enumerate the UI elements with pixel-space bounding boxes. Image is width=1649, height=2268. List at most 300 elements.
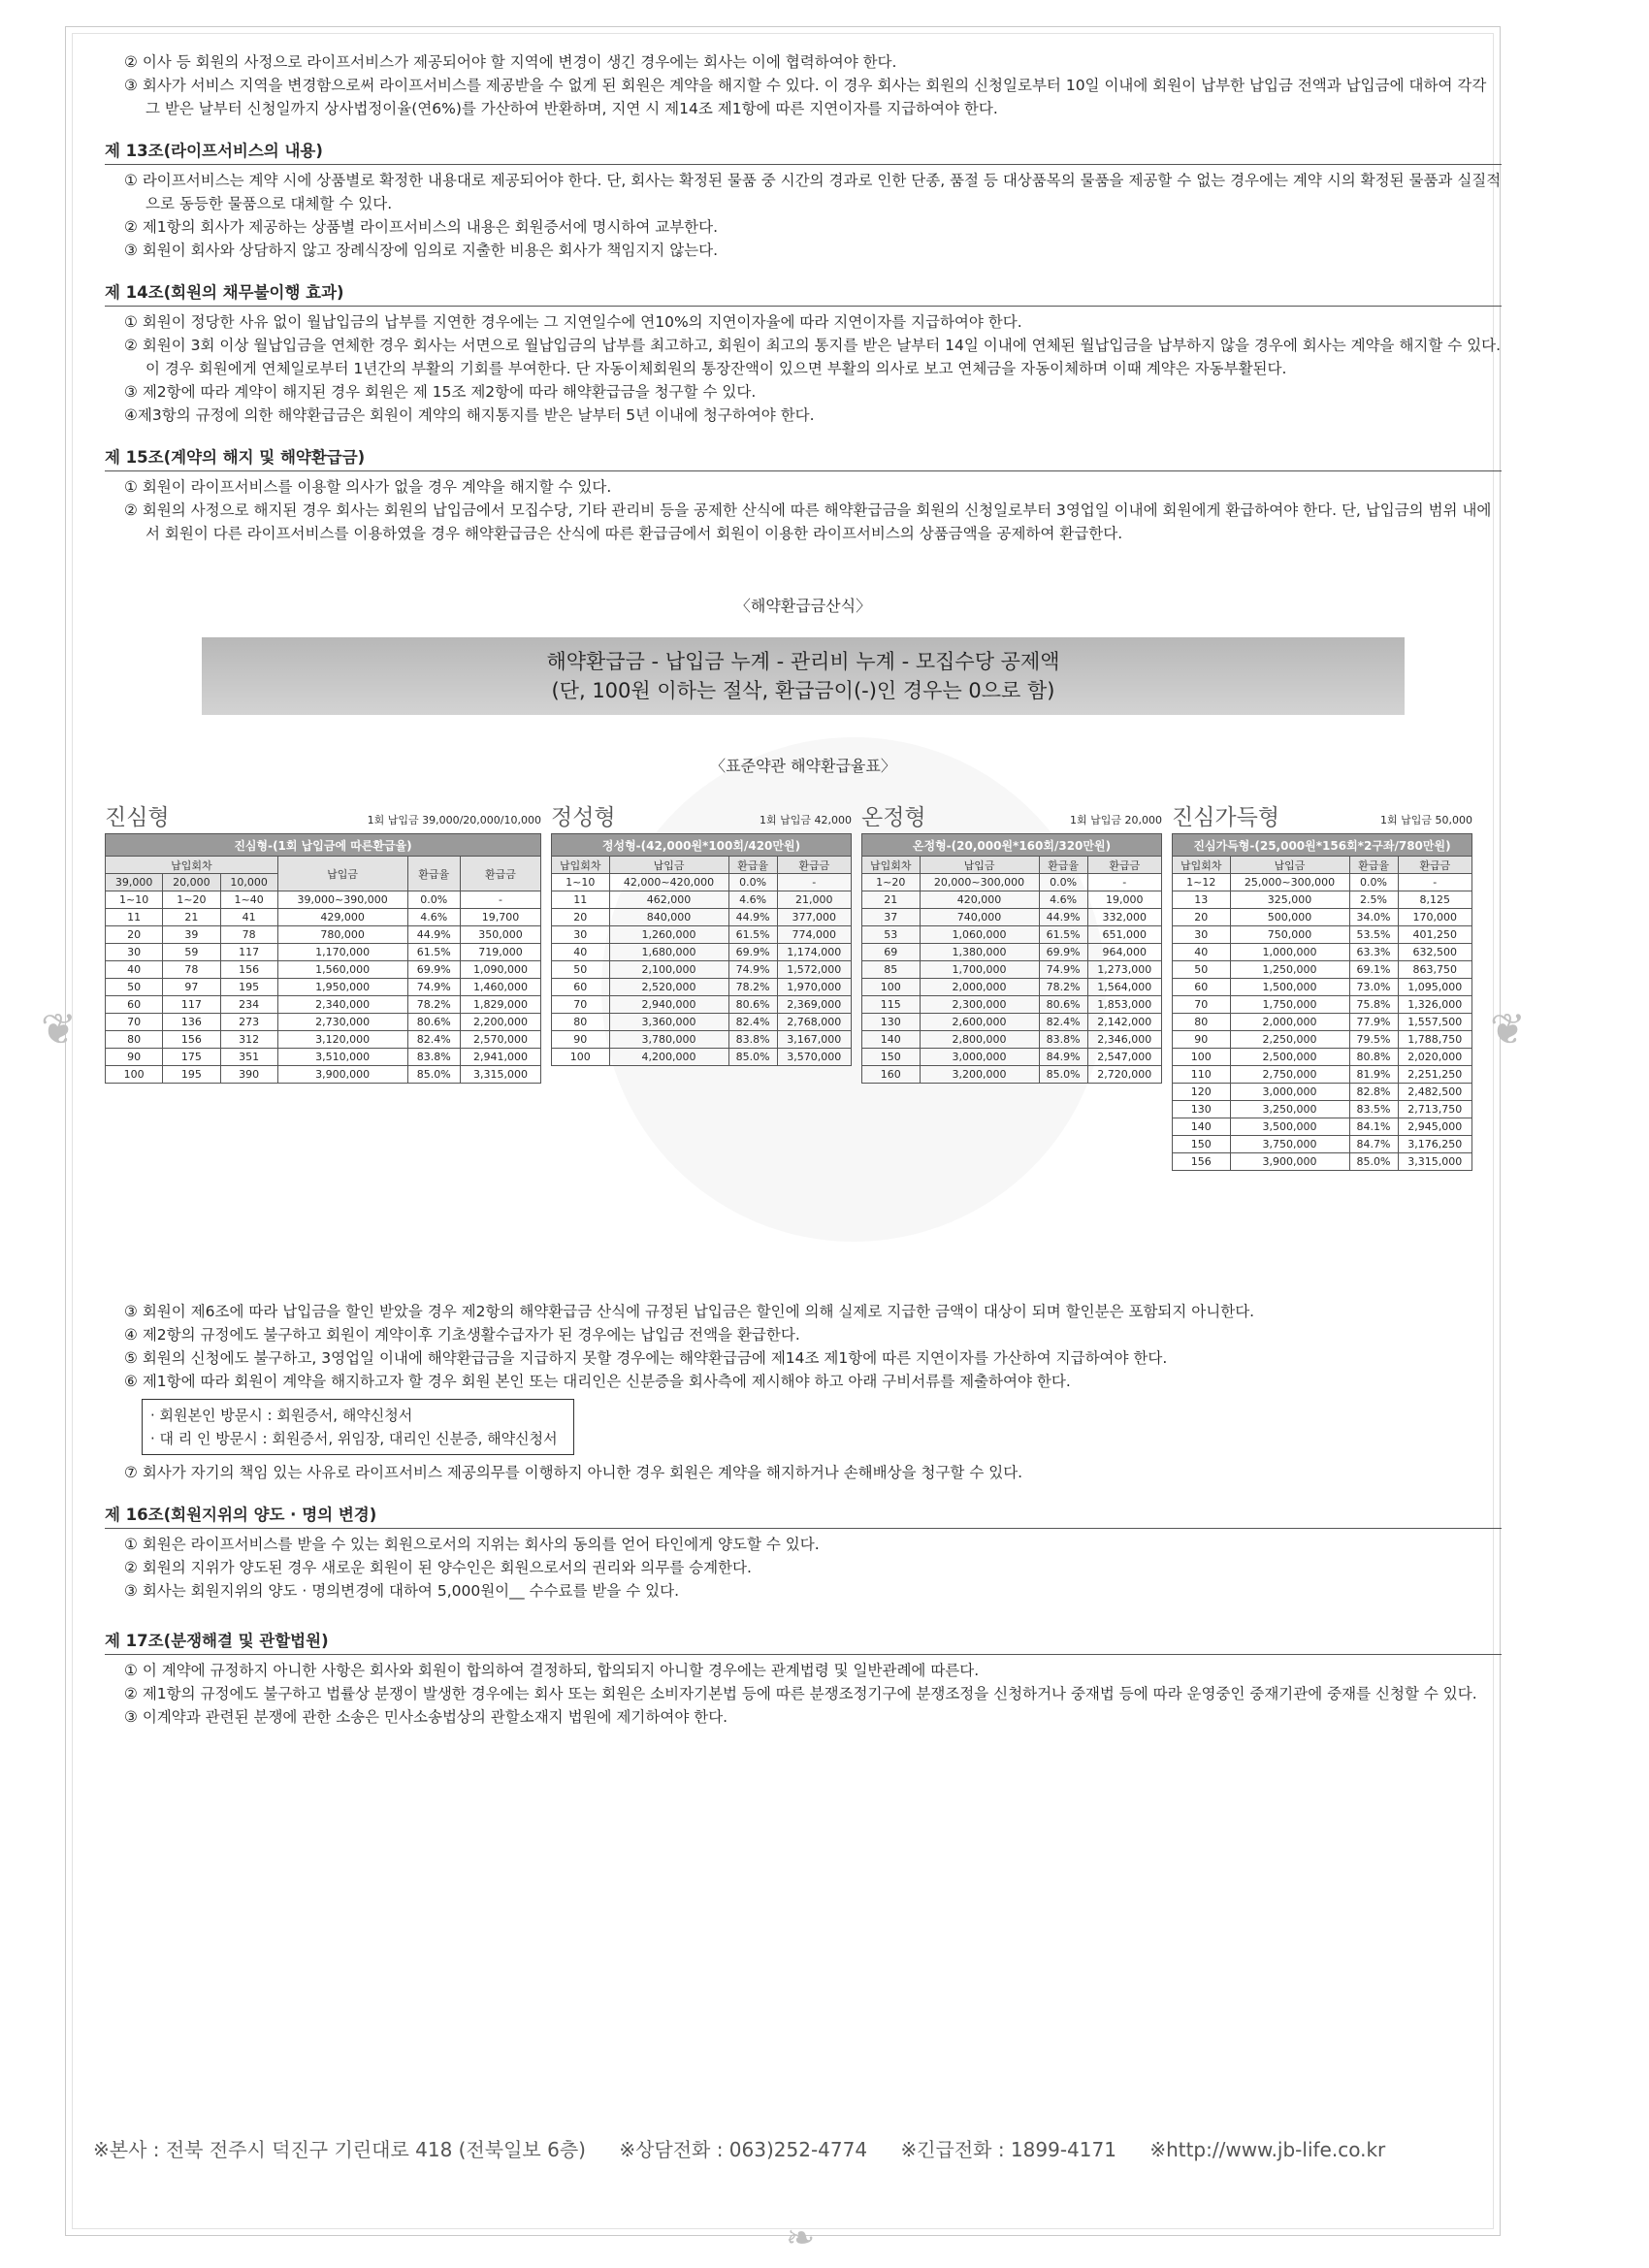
column-header: 납입회차 (1173, 857, 1231, 874)
table-cell: 40 (1173, 944, 1231, 961)
table-cell: 1,174,000 (777, 944, 851, 961)
table-cell: 3,360,000 (609, 1014, 728, 1031)
document-body (105, 50, 1502, 1729)
table-cell: 80.6% (407, 1014, 460, 1031)
table-row (106, 891, 541, 909)
table-cell: 20 (552, 909, 610, 926)
table-cell: 82.4% (407, 1031, 460, 1049)
paragraph: ① 회원이 정당한 사유 없이 월납입금의 납부를 지연한 경우에는 그 지연일수에 연10%의 지연이자율에 따라 지연이자를 지급하여야 한다. (124, 313, 1022, 331)
table-cell: 80 (1173, 1014, 1231, 1031)
table-cell: 70 (106, 1014, 163, 1031)
table-cell: 2,941,000 (460, 1049, 540, 1066)
table-cell: 80.8% (1349, 1049, 1398, 1066)
article-13-body (114, 169, 1502, 262)
table-cell: 83.8% (1039, 1031, 1087, 1049)
table-cell: 60 (552, 979, 610, 996)
table-cell: 3,000,000 (920, 1049, 1039, 1066)
table-row (862, 944, 1162, 961)
table-cell: 1,750,000 (1230, 996, 1349, 1014)
column-header: 20,000 (163, 874, 220, 891)
column-header: 납입회차 (106, 857, 278, 874)
table-row (862, 909, 1162, 926)
table-row (552, 979, 852, 996)
table-cell: 37 (862, 909, 921, 926)
article-15-continued (114, 1300, 1502, 1484)
table-row (106, 926, 541, 944)
table-cell: 85.0% (1039, 1066, 1087, 1084)
table-row (1173, 1014, 1472, 1031)
table-cell: 20 (1173, 909, 1231, 926)
table-cell: 100 (552, 1049, 610, 1066)
table-cell: 2,500,000 (1230, 1049, 1349, 1066)
table-row (106, 1031, 541, 1049)
table-cell: 195 (220, 979, 277, 996)
article-15-body (114, 475, 1502, 545)
table-row (1173, 1084, 1472, 1101)
table-cell: 1,090,000 (460, 961, 540, 979)
table-cell: 100 (106, 1066, 163, 1084)
table-cell: - (777, 874, 851, 891)
table-title: 정성형-(42,000원*100회/420만원) (552, 834, 852, 857)
table-cell: 234 (220, 996, 277, 1014)
table-cell: 2,251,250 (1398, 1066, 1471, 1084)
table-cell: 78 (220, 926, 277, 944)
table-cell: 78.2% (728, 979, 777, 996)
table-cell: 2,369,000 (777, 996, 851, 1014)
table-cell: 1,572,000 (777, 961, 851, 979)
table-row (106, 944, 541, 961)
table-cell: 30 (106, 944, 163, 961)
table-cell: 81.9% (1349, 1066, 1398, 1084)
table-cell: 120 (1173, 1084, 1231, 1101)
table-cell: 50 (552, 961, 610, 979)
table-jinsim-gadeuk (1172, 799, 1472, 1171)
table-cell: 69.9% (1039, 944, 1087, 961)
paragraph: ③ 회원이 제6조에 따라 납입금을 할인 받았을 경우 제2항의 해약환급금 산식에 규정된 납입금은 할인에 의해 실제로 지급한 금액이 대상이 되며 할인분은 포함되지 아니한다. (124, 1303, 1255, 1320)
table-row (552, 891, 852, 909)
paragraph: ③ 회사는 회원지위의 양도 · 명의변경에 대하여 5,000원이__ 수수료를 받을 수 있다. (124, 1582, 680, 1600)
table-cell: 11 (552, 891, 610, 909)
refund-table (1172, 833, 1472, 1171)
table-cell: 1,700,000 (920, 961, 1039, 979)
table-cell: 53.5% (1349, 926, 1398, 944)
table-cell: 3,250,000 (1230, 1101, 1349, 1118)
table-cell: 632,500 (1398, 944, 1471, 961)
table-cell: 1~20 (862, 874, 921, 891)
table-cell: 420,000 (920, 891, 1039, 909)
table-cell: 25,000~300,000 (1230, 874, 1349, 891)
table-cell: 2,750,000 (1230, 1066, 1349, 1084)
table-cell: 85.0% (728, 1049, 777, 1066)
table-cell: 4,200,000 (609, 1049, 728, 1066)
table-cell: 1,853,000 (1087, 996, 1161, 1014)
box-line: · 회원본인 방문시 : 회원증서, 해약신청서 (150, 1407, 413, 1424)
table-onjeong (861, 799, 1162, 1084)
table-row (1173, 961, 1472, 979)
table-cell: 2,100,000 (609, 961, 728, 979)
footer-web[interactable]: ※http://www.jb-life.co.kr (1149, 2138, 1386, 2161)
table-cell: 75.8% (1349, 996, 1398, 1014)
table-row (1173, 996, 1472, 1014)
table-cell: 351 (220, 1049, 277, 1066)
table-cell: 2,520,000 (609, 979, 728, 996)
column-header: 납입회차 (862, 857, 921, 874)
table-cell: 83.8% (728, 1031, 777, 1049)
table-cell: 500,000 (1230, 909, 1349, 926)
table-cell: 1,680,000 (609, 944, 728, 961)
table-cell: 40 (552, 944, 610, 961)
table-cell: 74.9% (728, 961, 777, 979)
footer (93, 2134, 1500, 2162)
table-cell: 61.5% (728, 926, 777, 944)
table-jeongseong (551, 799, 852, 1066)
table-jinsim (105, 799, 541, 1084)
table-title: 진심형-(1회 납입금에 따른환급율) (106, 834, 541, 857)
right-ornament-icon: ❦ (1490, 1005, 1526, 1054)
table-cell: 2,020,000 (1398, 1049, 1471, 1066)
table-cell: 2.5% (1349, 891, 1398, 909)
table-note: 1회 납입금 50,000 (1380, 814, 1472, 826)
table-row (1173, 979, 1472, 996)
paragraph: ① 회원이 라이프서비스를 이용할 의사가 없을 경우 계약을 해지할 수 있다. (124, 478, 612, 496)
table-cell: 77.9% (1349, 1014, 1398, 1031)
table-cell: 1~10 (106, 891, 163, 909)
table-cell: 53 (862, 926, 921, 944)
table-cell: 3,000,000 (1230, 1084, 1349, 1101)
table-cell: 1,557,500 (1398, 1014, 1471, 1031)
table-cell: 195 (163, 1066, 220, 1084)
table-cell: 2,340,000 (277, 996, 407, 1014)
table-cell: 69.9% (407, 961, 460, 979)
table-note: 1회 납입금 20,000 (1070, 814, 1162, 826)
table-row (1173, 874, 1472, 891)
table-cell: 156 (163, 1031, 220, 1049)
column-header: 환급금 (460, 857, 540, 891)
column-header: 39,000 (106, 874, 163, 891)
table-cell: 150 (862, 1049, 921, 1066)
table-cell: 840,000 (609, 909, 728, 926)
table-row (1173, 944, 1472, 961)
table-row (1173, 1136, 1472, 1153)
table-cell: 61.5% (407, 944, 460, 961)
documents-box (142, 1399, 574, 1455)
table-caption: 〈표준약관 해약환급율표〉 (710, 757, 896, 775)
table-cell: 3,167,000 (777, 1031, 851, 1049)
table-row (106, 1014, 541, 1031)
table-cell: 73.0% (1349, 979, 1398, 996)
table-row (1173, 1153, 1472, 1171)
table-cell: 80.6% (728, 996, 777, 1014)
table-cell: 750,000 (1230, 926, 1349, 944)
refund-table (861, 833, 1162, 1084)
paragraph: ③ 회사가 서비스 지역을 변경함으로써 라이프서비스를 제공받을 수 없게 된 회원은 계약을 해지할 수 있다. 이 경우 회사는 회원의 신청일로부터 10일 이내에 회원이 납부한 납입금 전액과 납입금에 대하여 각각 그 받은 날부터 신청일까지 상사법정이율(연6%)를 가산하여 반환하며, 지연 시 제14조 제1항에 따른 지연이자를 지급하여야 한다. (124, 77, 1487, 117)
paragraph: ③ 제2항에 따라 계약이 해지된 경우 회원은 제 15조 제2항에 따라 해약환급금을 청구할 수 있다. (124, 383, 757, 401)
table-cell: 50 (106, 979, 163, 996)
table-cell: 21,000 (777, 891, 851, 909)
table-cell: 117 (163, 996, 220, 1014)
table-cell: 69.9% (728, 944, 777, 961)
table-cell: 110 (1173, 1066, 1231, 1084)
table-row (1173, 1049, 1472, 1066)
table-cell: 325,000 (1230, 891, 1349, 909)
table-cell: 332,000 (1087, 909, 1161, 926)
column-header: 환급율 (407, 857, 460, 891)
table-cell: 130 (862, 1014, 921, 1031)
table-cell: 59 (163, 944, 220, 961)
table-row (552, 1049, 852, 1066)
table-cell: 719,000 (460, 944, 540, 961)
table-row (1173, 891, 1472, 909)
table-cell: 2,600,000 (920, 1014, 1039, 1031)
table-cell: 2,945,000 (1398, 1118, 1471, 1136)
table-cell: 2,940,000 (609, 996, 728, 1014)
table-cell: 3,900,000 (277, 1066, 407, 1084)
table-name: 진심형 (105, 805, 170, 830)
paragraph: ② 제1항의 회사가 제공하는 상품별 라이프서비스의 내용은 회원증서에 명시하여 교부한다. (124, 218, 719, 236)
column-header: 납입금 (609, 857, 728, 874)
table-cell: 78 (163, 961, 220, 979)
paragraph: ⑤ 회원의 신청에도 불구하고, 3영업일 이내에 해약환급금을 지급하지 못할 경우에는 해약환급금에 제14조 제1항에 따른 지연이자를 가산하여 지급하여야 한다. (124, 1349, 1168, 1367)
table-cell: 1,380,000 (920, 944, 1039, 961)
table-cell: 1,060,000 (920, 926, 1039, 944)
table-row (1173, 926, 1472, 944)
table-cell: 1,950,000 (277, 979, 407, 996)
table-cell: 2,200,000 (460, 1014, 540, 1031)
paragraph: ① 회원은 라이프서비스를 받을 수 있는 회원으로서의 지위는 회사의 동의를 얻어 타인에게 양도할 수 있다. (124, 1536, 820, 1553)
table-cell: 20 (106, 926, 163, 944)
table-cell: 1~10 (552, 874, 610, 891)
table-row (862, 961, 1162, 979)
table-cell: 70 (1173, 996, 1231, 1014)
table-cell: 2,346,000 (1087, 1031, 1161, 1049)
left-ornament-icon: ❦ (41, 1005, 77, 1054)
table-row (862, 1066, 1162, 1084)
table-cell: - (1398, 874, 1471, 891)
table-cell: 2,250,000 (1230, 1031, 1349, 1049)
table-cell: 2,300,000 (920, 996, 1039, 1014)
table-cell: 3,315,000 (1398, 1153, 1471, 1171)
column-header: 납입금 (1230, 857, 1349, 874)
column-header: 환급율 (1039, 857, 1087, 874)
table-name: 온정형 (861, 805, 926, 830)
formula-line: 해약환급금 - 납입금 누계 - 관리비 누계 - 모집수당 공제액 (546, 650, 1060, 673)
table-cell: 1,326,000 (1398, 996, 1471, 1014)
table-cell: 69.1% (1349, 961, 1398, 979)
table-cell: 50 (1173, 961, 1231, 979)
table-cell: 85.0% (1349, 1153, 1398, 1171)
column-header: 납입회차 (552, 857, 610, 874)
column-header: 납입금 (277, 857, 407, 891)
table-cell: 82.4% (1039, 1014, 1087, 1031)
table-cell: 80 (106, 1031, 163, 1049)
table-cell: 1,095,000 (1398, 979, 1471, 996)
table-cell: 175 (163, 1049, 220, 1066)
table-cell: 97 (163, 979, 220, 996)
table-cell: 312 (220, 1031, 277, 1049)
table-cell: 90 (106, 1049, 163, 1066)
table-cell: 44.9% (407, 926, 460, 944)
refund-table (551, 833, 852, 1066)
table-title: 온정형-(20,000원*160회/320만원) (862, 834, 1162, 857)
table-cell: 2,547,000 (1087, 1049, 1161, 1066)
table-cell: 140 (1173, 1118, 1231, 1136)
column-header: 환급율 (1349, 857, 1398, 874)
refund-tables (105, 799, 1502, 1226)
table-cell: 44.9% (728, 909, 777, 926)
bottom-ornament-icon: ❧ (786, 2219, 816, 2258)
paragraph: ⑦ 회사가 자기의 책임 있는 사유로 라이프서비스 제공의무를 이행하지 아니한 경우 회원은 계약을 해지하거나 손해배상을 청구할 수 있다. (124, 1464, 1023, 1481)
table-cell: 42,000~420,000 (609, 874, 728, 891)
table-cell: 74.9% (1039, 961, 1087, 979)
table-cell: 21 (163, 909, 220, 926)
table-note: 1회 납입금 39,000/20,000/10,000 (367, 814, 541, 826)
article-13-title: 제 13조(라이프서비스의 내용) (105, 138, 1502, 165)
table-cell: 3,500,000 (1230, 1118, 1349, 1136)
table-cell: 13 (1173, 891, 1231, 909)
paragraph: ② 제1항의 규정에도 불구하고 법률상 분쟁이 발생한 경우에는 회사 또는 회원은 소비자기본법 등에 따른 분쟁조정기구에 분쟁조정을 신청하거나 중재법 등에 따라 운영중인 중재기관에 중재를 신청할 수 있다. (124, 1685, 1477, 1702)
table-row (106, 909, 541, 926)
table-cell: 84.9% (1039, 1049, 1087, 1066)
table-row (106, 979, 541, 996)
table-row (1173, 1066, 1472, 1084)
table-cell: 780,000 (277, 926, 407, 944)
table-cell: 61.5% (1039, 926, 1087, 944)
table-cell: 85.0% (407, 1066, 460, 1084)
art12-tail (114, 50, 1502, 120)
table-cell: 3,900,000 (1230, 1153, 1349, 1171)
table-cell: 740,000 (920, 909, 1039, 926)
table-cell: 115 (862, 996, 921, 1014)
paragraph: ③ 회원이 회사와 상담하지 않고 장례식장에 임의로 지출한 비용은 회사가 책임지지 않는다. (124, 242, 719, 259)
table-note: 1회 납입금 42,000 (760, 814, 852, 826)
refund-table (105, 833, 541, 1084)
table-cell: 0.0% (407, 891, 460, 909)
column-header: 10,000 (220, 874, 277, 891)
footer-hq: ※본사 : 전북 전주시 덕진구 기린대로 418 (전북일보 6층) (93, 2138, 586, 2161)
table-row (552, 909, 852, 926)
table-row (1173, 1031, 1472, 1049)
table-cell: 83.5% (1349, 1101, 1398, 1118)
table-cell: 82.4% (728, 1014, 777, 1031)
table-cell: 1,273,000 (1087, 961, 1161, 979)
table-cell: 964,000 (1087, 944, 1161, 961)
table-cell: 79.5% (1349, 1031, 1398, 1049)
table-cell: 19,700 (460, 909, 540, 926)
table-row (552, 944, 852, 961)
table-cell: 774,000 (777, 926, 851, 944)
table-title: 진심가득형-(25,000원*156회*2구좌/780만원) (1173, 834, 1472, 857)
column-header: 환급금 (777, 857, 851, 874)
table-cell: 1,788,750 (1398, 1031, 1471, 1049)
table-row (862, 979, 1162, 996)
table-cell: 100 (862, 979, 921, 996)
table-cell: 41 (220, 909, 277, 926)
table-cell: 4.6% (728, 891, 777, 909)
table-cell: 429,000 (277, 909, 407, 926)
table-cell: 60 (1173, 979, 1231, 996)
table-row (862, 1031, 1162, 1049)
table-row (552, 996, 852, 1014)
table-cell: 0.0% (1039, 874, 1087, 891)
table-cell: 1,500,000 (1230, 979, 1349, 996)
table-cell: 20,000~300,000 (920, 874, 1039, 891)
table-cell: 2,000,000 (920, 979, 1039, 996)
table-cell: 19,000 (1087, 891, 1161, 909)
table-cell: 1,560,000 (277, 961, 407, 979)
table-cell: 90 (1173, 1031, 1231, 1049)
table-cell: 651,000 (1087, 926, 1161, 944)
formula-caption: 〈해약환급금산식〉 (734, 597, 872, 615)
table-cell: 377,000 (777, 909, 851, 926)
table-row (552, 874, 852, 891)
table-cell: 39,000~390,000 (277, 891, 407, 909)
paragraph: ④ 제2항의 규정에도 불구하고 회원이 계약이후 기초생활수급자가 된 경우에는 납입금 전액을 환급한다. (124, 1326, 800, 1344)
table-cell: 1,260,000 (609, 926, 728, 944)
table-row (1173, 1118, 1472, 1136)
table-cell: 3,570,000 (777, 1049, 851, 1066)
table-cell: 3,120,000 (277, 1031, 407, 1049)
table-cell: 130 (1173, 1101, 1231, 1118)
table-cell: 2,000,000 (1230, 1014, 1349, 1031)
table-cell: 1~20 (163, 891, 220, 909)
table-cell: 2,800,000 (920, 1031, 1039, 1049)
table-row (1173, 1101, 1472, 1118)
paragraph: ① 라이프서비스는 계약 시에 상품별로 확정한 내용대로 제공되어야 한다. 단, 회사는 확정된 물품 중 시간의 경과로 인한 단종, 품절 등 대상품목의 물품을 제공할 수 없는 경우에는 계약 시의 확정된 물품과 실질적으로 동등한 물품으로 대체할 수 있다. (124, 172, 1502, 212)
formula-note: (단, 100원 이하는 절삭, 환급금이(-)인 경우는 0으로 함) (551, 679, 1055, 702)
table-cell: 2,482,500 (1398, 1084, 1471, 1101)
table-cell: 21 (862, 891, 921, 909)
table-cell: 11 (106, 909, 163, 926)
table-row (862, 891, 1162, 909)
paragraph: ③ 이계약과 관련된 분쟁에 관한 소송은 민사소송법상의 관할소재지 법원에 제기하여야 한다. (124, 1708, 728, 1726)
table-cell: 3,176,250 (1398, 1136, 1471, 1153)
table-cell: 80.6% (1039, 996, 1087, 1014)
footer-consult: ※상담전화 : 063)252-4774 (619, 2138, 868, 2161)
table-row (862, 1014, 1162, 1031)
table-cell: 84.1% (1349, 1118, 1398, 1136)
table-cell: 1,250,000 (1230, 961, 1349, 979)
table-cell: 1,170,000 (277, 944, 407, 961)
article-16-body (114, 1533, 1502, 1603)
table-cell: 1,564,000 (1087, 979, 1161, 996)
table-cell: 0.0% (728, 874, 777, 891)
article-14-body (114, 310, 1502, 427)
table-cell: 0.0% (1349, 874, 1398, 891)
table-body (106, 891, 541, 1084)
column-header: 납입금 (920, 857, 1039, 874)
article-16-title: 제 16조(회원지위의 양도 · 명의 변경) (105, 1502, 1502, 1529)
column-header: 환급금 (1087, 857, 1161, 874)
table-cell: 117 (220, 944, 277, 961)
column-header: 환급금 (1398, 857, 1471, 874)
table-cell: 1~12 (1173, 874, 1231, 891)
table-body (1173, 874, 1472, 1171)
table-cell: 1,460,000 (460, 979, 540, 996)
paragraph: ⑥ 제1항에 따라 회원이 계약을 해지하고자 할 경우 회원 본인 또는 대리인은 신분증을 회사측에 제시해야 하고 아래 구비서류를 제출하여야 한다. (124, 1373, 1071, 1390)
table-cell: 30 (552, 926, 610, 944)
table-name: 정성형 (551, 805, 616, 830)
footer-emergency: ※긴급전화 : 1899-4171 (900, 2138, 1116, 2161)
table-cell: 150 (1173, 1136, 1231, 1153)
table-cell: 39 (163, 926, 220, 944)
table-row (862, 874, 1162, 891)
paragraph: ② 회원의 지위가 양도된 경우 새로운 회원이 된 양수인은 회원으로서의 권리와 의무를 승계한다. (124, 1559, 752, 1576)
table-cell: 160 (862, 1066, 921, 1084)
table-cell: 863,750 (1398, 961, 1471, 979)
table-row (106, 961, 541, 979)
table-cell: 40 (106, 961, 163, 979)
table-body (862, 874, 1162, 1084)
